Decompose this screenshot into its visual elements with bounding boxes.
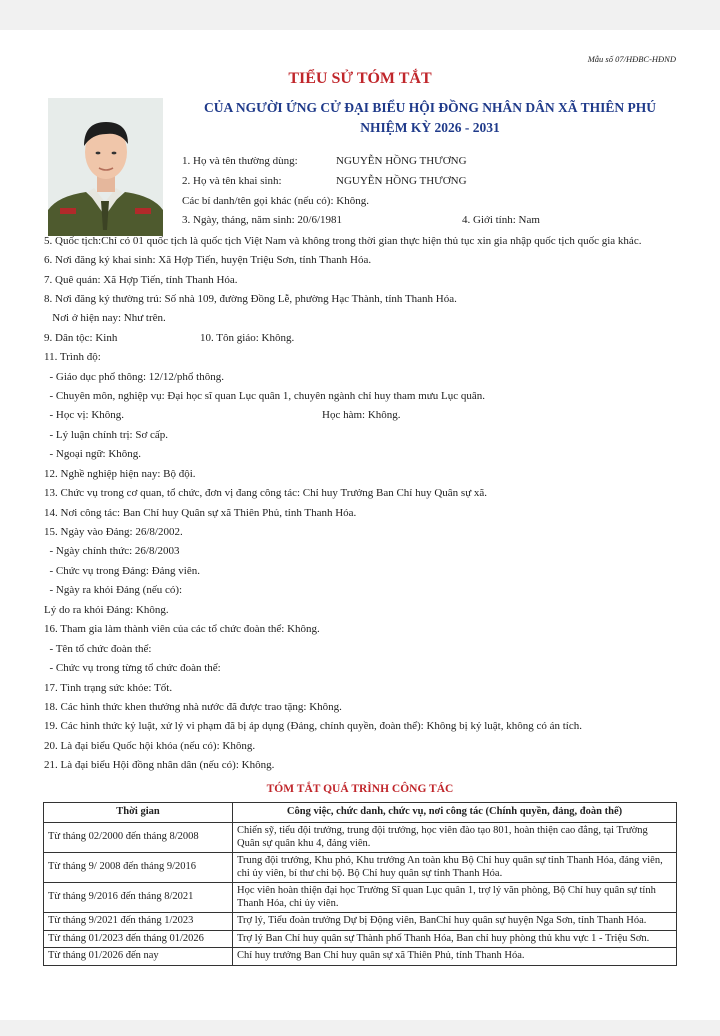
- organization-name-line: - Tên tổ chức đoàn thể:: [44, 643, 152, 655]
- period-cell: Từ tháng 9/ 2008 đến tháng 9/2016: [44, 853, 233, 883]
- period-cell: Từ tháng 01/2026 đến nay: [44, 948, 233, 966]
- awards-line: 18. Các hình thức khen thưởng nhà nước đã được trao tặng: Không.: [44, 701, 342, 713]
- table-row: [44, 823, 677, 853]
- organization-position-line: - Chức vụ trong từng tổ chức đoàn thể:: [44, 662, 221, 674]
- gender-line: 4. Giới tính: Nam: [462, 214, 540, 226]
- party-official-line: - Ngày chính thức: 26/8/2003: [44, 545, 180, 557]
- religion-line: 10. Tôn giáo: Không.: [200, 332, 295, 344]
- ethnicity-line: 9. Dân tộc: Kinh: [44, 332, 118, 344]
- description-header: Công việc, chức danh, chức vụ, nơi công tác (Chính quyền, đảng, đoàn thể): [233, 803, 677, 823]
- specialty-line: - Chuyên môn, nghiệp vụ: Đại học sĩ quan Lục quân 1, chuyên ngành chỉ huy tham mưu Lục quân.: [44, 390, 485, 402]
- party-leave-reason-line: Lý do ra khỏi Đảng: Không.: [44, 604, 169, 616]
- portrait-photo: [48, 98, 163, 236]
- period-cell: Từ tháng 9/2021 đến tháng 1/2023: [44, 913, 233, 931]
- party-position-line: - Chức vụ trong Đảng: Đảng viên.: [44, 565, 200, 577]
- academic-title-line: Học hàm: Không.: [322, 409, 401, 421]
- document-page: [0, 30, 720, 1020]
- hometown-line: 7. Quê quán: Xã Hợp Tiến, tỉnh Thanh Hóa.: [44, 274, 238, 286]
- work-history-title: TÓM TẮT QUÁ TRÌNH CÔNG TÁC: [266, 783, 454, 795]
- period-cell: Từ tháng 9/2016 đến tháng 8/2021: [44, 883, 233, 913]
- table-row: [44, 913, 677, 931]
- description-cell: Trợ lý, Tiểu đoàn trưởng Dự bị Động viên, BanChỉ huy quân sự huyện Nga Sơn, tỉnh Thanh Hóa.: [233, 913, 677, 931]
- table-row: [44, 853, 677, 883]
- party-leave-line: - Ngày ra khỏi Đảng (nếu có):: [44, 584, 183, 596]
- work-history-table: [43, 802, 677, 966]
- political-theory-line: - Lý luận chính trị: Sơ cấp.: [44, 429, 169, 441]
- dob-line: 3. Ngày, tháng, năm sinh: 20/6/1981: [182, 214, 342, 226]
- discipline-line: 19. Các hình thức kỷ luật, xử lý vi phạm đã bị áp dụng (Đảng, chính quyền, đoàn thể): Không bị kỷ luật, không có án tích.: [44, 720, 582, 732]
- common-name-value: NGUYỄN HỒNG THƯƠNG: [336, 155, 467, 167]
- residence-line: 8. Nơi đăng ký thường trú: Số nhà 109, đường Đồng Lễ, phường Hạc Thành, tỉnh Thanh Hóa.: [44, 293, 457, 305]
- description-cell: Trợ lý Ban Chỉ huy quân sự Thành phố Thanh Hóa, Ban chỉ huy phòng thủ khu vực 1 - Triệu Sơn.: [233, 930, 677, 948]
- common-name-label: 1. Họ và tên thường dùng:: [182, 155, 298, 167]
- degree-line: - Học vị: Không.: [44, 409, 125, 421]
- birth-name-label: 2. Họ và tên khai sinh:: [182, 175, 282, 187]
- document-subtitle: CỦA NGƯỜI ỨNG CỬ ĐẠI BIỂU HỘI ĐỒNG NHÂN DÂN XÃ THIÊN PHÚ: [203, 100, 657, 115]
- general-education-line: - Giáo dục phổ thông: 12/12/phổ thông.: [44, 371, 224, 383]
- document-title: TIỂU SỬ TÓM TẮT: [288, 70, 432, 87]
- period-cell: Từ tháng 02/2000 đến tháng 8/2008: [44, 823, 233, 853]
- description-cell: Chỉ huy trưởng Ban Chỉ huy quân sự xã Thiên Phủ, tỉnh Thanh Hóa.: [233, 948, 677, 966]
- current-address-line: Nơi ở hiện nay: Như trên.: [44, 312, 166, 324]
- table-row: [44, 883, 677, 913]
- nationality-line: 5. Quốc tịch:Chỉ có 01 quốc tịch là quốc tịch Việt Nam và không trong thời gian thực hiện thủ tục xin gia nhập quốc tịch quốc gia khác.: [44, 235, 642, 247]
- period-header: Thời gian: [44, 803, 233, 823]
- description-cell: Chiến sỹ, tiểu đội trưởng, trung đội trưởng, học viên đào tạo 801, hoàn thiện cao đẳng, tại Trường Quân sự quân khu 4, đảng viên.: [233, 823, 677, 853]
- form-code: Mẫu số 07/HĐBC-HĐND: [587, 54, 676, 64]
- description-cell: Trung đội trưởng, Khu phó, Khu trưởng An toàn khu Bộ Chỉ huy quân sự tỉnh Thanh Hóa, đảng viên, chi ủy viên, bí thư chi bộ. Bộ Chỉ huy quân sự tỉnh Thanh Hóa.: [233, 853, 677, 883]
- position-line: 13. Chức vụ trong cơ quan, tổ chức, đơn vị đang công tác: Chỉ huy Trưởng Ban Chỉ huy Quân sự xã.: [44, 487, 488, 499]
- period-cell: Từ tháng 01/2023 đến tháng 01/2026: [44, 930, 233, 948]
- workplace-line: 14. Nơi công tác: Ban Chỉ huy Quân sự xã Thiên Phủ, tỉnh Thanh Hóa.: [44, 507, 357, 519]
- education-heading: 11. Trình độ:: [44, 351, 101, 363]
- occupation-line: 12. Nghề nghiệp hiện nay: Bộ đội.: [44, 468, 196, 480]
- health-line: 17. Tình trạng sức khỏe: Tốt.: [44, 682, 173, 694]
- description-cell: Học viên hoàn thiện đại học Trường Sĩ quan Lục quân 1, trợ lý văn phòng, Bộ Chỉ huy quân sự tỉnh Thanh Hóa, chi ủy viên.: [233, 883, 677, 913]
- table-row: [44, 948, 677, 966]
- table-row: [44, 930, 677, 948]
- term-subtitle: NHIỆM KỲ 2026 - 2031: [360, 120, 500, 135]
- birth-registration-line: 6. Nơi đăng ký khai sinh: Xã Hợp Tiến, huyện Triệu Sơn, tỉnh Thanh Hóa.: [44, 254, 372, 266]
- foreign-language-line: - Ngoại ngữ: Không.: [44, 448, 142, 460]
- birth-name-value: NGUYỄN HỒNG THƯƠNG: [336, 175, 467, 187]
- national-assembly-line: 20. Là đại biểu Quốc hội khóa (nếu có): Không.: [44, 740, 256, 752]
- council-delegate-line: 21. Là đại biểu Hội đồng nhân dân (nếu có): Không.: [44, 759, 275, 771]
- table-header-row: [44, 803, 677, 823]
- party-join-line: 15. Ngày vào Đảng: 26/8/2002.: [44, 526, 183, 538]
- alias-line: Các bí danh/tên gọi khác (nếu có): Không.: [182, 195, 369, 207]
- organizations-line: 16. Tham gia làm thành viên của các tổ chức đoàn thể: Không.: [44, 623, 320, 635]
